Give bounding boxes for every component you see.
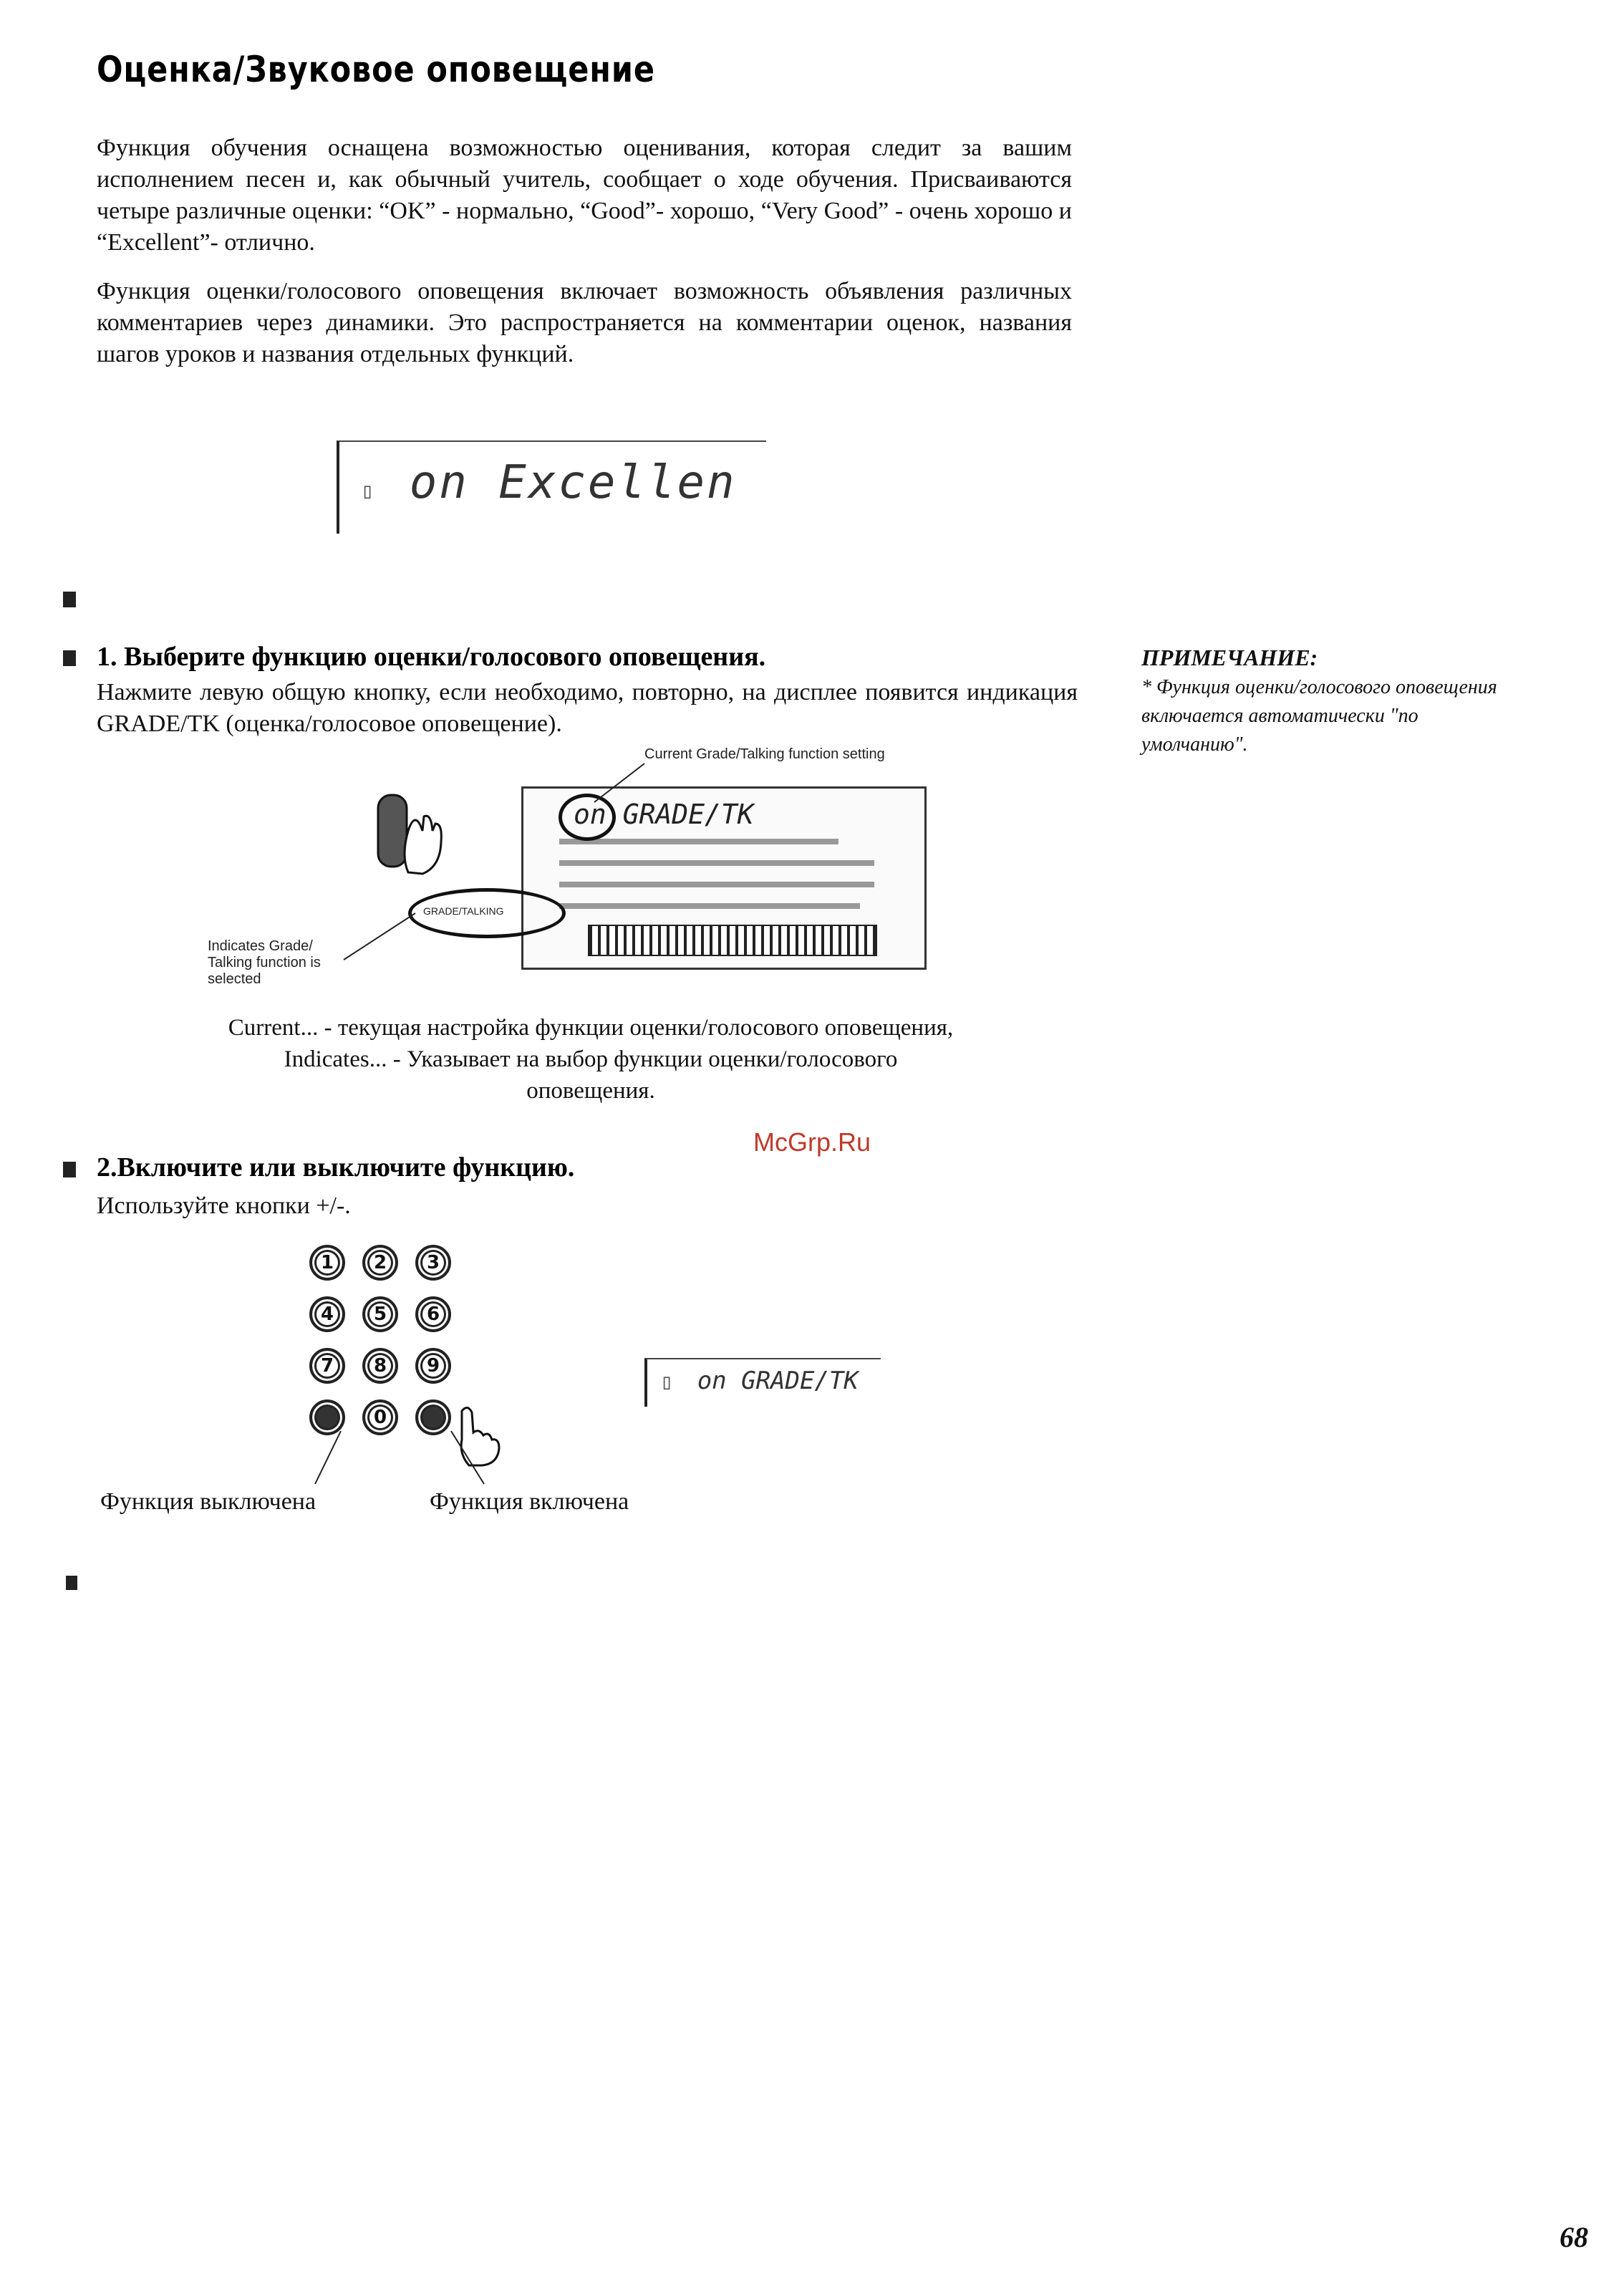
page-number: 68 (1560, 2221, 1588, 2253)
key-plus[interactable]: + (415, 1399, 451, 1435)
lcd-indicator-icon: ▯ (660, 1369, 674, 1394)
label-function-off: Функция выключена (100, 1488, 316, 1515)
step1-caption-line3: оповещения. (526, 1078, 655, 1104)
lcd-display-grade (644, 1358, 881, 1407)
step1-heading: 1. Выберите функцию оценки/голосового оповещения. (97, 642, 766, 672)
step2-heading: 2.Включите или выключите функцию. (97, 1152, 575, 1182)
step2-body: Используйте кнопки +/-. (97, 1193, 351, 1219)
pointer-lines (0, 1425, 573, 1497)
note-heading: ПРИМЕЧАНИЕ: (1141, 645, 1318, 670)
step1-body: Нажмите левую общую кнопку, если необходимо, повторно, на дисплее появится индикация GRADE/TK (оценка/голосовое оповещение). (97, 679, 1078, 737)
lcd-display-text: on GRADE/TK (697, 1367, 859, 1395)
lcd-display-text: on Excellen (409, 456, 737, 509)
step1-caption-line2: Indicates... - Указывает на выбор функции оценки/голосового (284, 1046, 898, 1072)
margin-mark (66, 1576, 77, 1590)
key-0[interactable]: 0 (362, 1399, 398, 1435)
note-body: * Функция оценки/голосового оповещения включается автоматически "по умолчанию". (1141, 676, 1497, 756)
key-minus[interactable]: - (309, 1399, 345, 1435)
lcd-text-grade: on GRADE/TK (574, 799, 754, 830)
key-3[interactable]: 3 (415, 1245, 451, 1281)
step-bullet (63, 1162, 76, 1177)
key-4[interactable]: 4 (309, 1296, 345, 1332)
intro-paragraph-1: Функция обучения оснащена возможностью оценивания, которая следит за вашим исполнением песен и, как обычный учитель, сообщает о ходе обучения. Присваиваются четыре различные оценки: “OK” - нормально, “Good”- хорошо, “Very Good” - очень хорошо и “Excellent”- отлично. (97, 135, 1072, 256)
step1-caption-line1: Current... - текущая настройка функции оценки/голосового оповещения, (228, 1015, 954, 1041)
key-5[interactable]: 5 (362, 1296, 398, 1332)
key-1[interactable]: 1 (309, 1245, 345, 1281)
key-7[interactable]: 7 (309, 1348, 345, 1384)
figure-small-label: GRADE/TALKING (423, 905, 504, 917)
key-6[interactable]: 6 (415, 1296, 451, 1332)
page-title: Оценка/Звуковое оповещение (97, 49, 655, 90)
watermark: McGrp.Ru (753, 1127, 871, 1157)
intro-paragraph-2: Функция оценки/голосового оповещения включает возможность объявления различных комментариев через динамики. Это распространяется на комментарии оценок, названия шагов уроков и названия отдельных функций. (97, 278, 1072, 367)
leader-lines (0, 0, 1624, 1003)
key-9[interactable]: 9 (415, 1348, 451, 1384)
label-function-on: Функция включена (430, 1488, 629, 1515)
figure-label-current: Current Grade/Talking function setting (644, 746, 885, 762)
key-8[interactable]: 8 (362, 1348, 398, 1384)
key-2[interactable]: 2 (362, 1245, 398, 1281)
lcd-indicator-icon: ▯ (361, 478, 374, 504)
figure-label-indicates: Indicates Grade/ Talking function is selected (208, 938, 321, 987)
